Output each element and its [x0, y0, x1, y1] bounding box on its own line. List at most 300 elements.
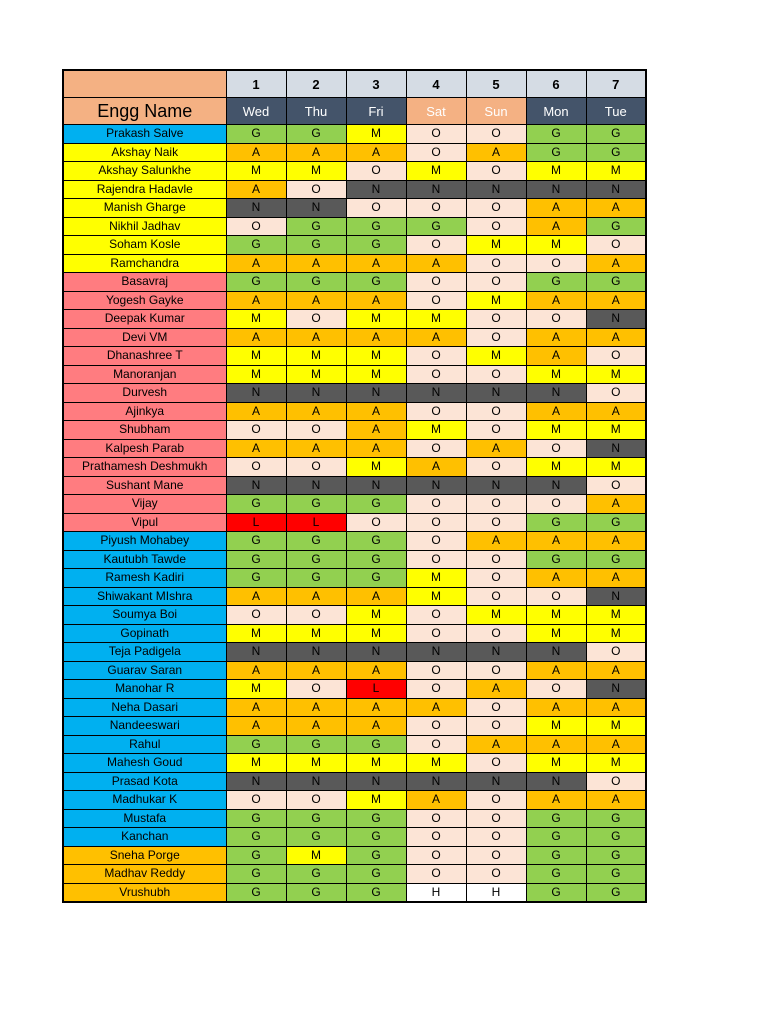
engineer-name: Sushant Mane [63, 476, 226, 495]
shift-cell: O [226, 606, 286, 625]
table-row [63, 735, 646, 754]
shift-cell: O [466, 698, 526, 717]
shift-cell: O [466, 125, 526, 144]
shift-cell: O [286, 791, 346, 810]
shift-cell: M [406, 310, 466, 329]
shift-cell: G [586, 513, 646, 532]
table-row [63, 439, 646, 458]
shift-cell: G [346, 865, 406, 884]
table-row [63, 402, 646, 421]
shift-cell: M [346, 791, 406, 810]
day-name-4: Sat [406, 98, 466, 125]
engineer-name: Deepak Kumar [63, 310, 226, 329]
shift-cell: N [226, 643, 286, 662]
shift-cell: O [406, 347, 466, 366]
shift-cell: N [346, 180, 406, 199]
shift-cell: A [346, 143, 406, 162]
shift-cell: O [406, 495, 466, 514]
shift-cell: A [346, 717, 406, 736]
shift-cell: A [346, 698, 406, 717]
engg-name-header: Engg Name [63, 98, 226, 125]
shift-cell: M [526, 421, 586, 440]
shift-cell: N [586, 439, 646, 458]
shift-cell: O [406, 717, 466, 736]
shift-cell: N [346, 772, 406, 791]
shift-cell: O [406, 125, 466, 144]
shift-cell: A [586, 199, 646, 218]
shift-cell: G [586, 143, 646, 162]
shift-cell: O [466, 809, 526, 828]
shift-cell: N [346, 384, 406, 403]
day-name-7: Tue [586, 98, 646, 125]
shift-cell: G [406, 217, 466, 236]
shift-cell: A [406, 698, 466, 717]
shift-cell: A [406, 458, 466, 477]
shift-cell: G [346, 846, 406, 865]
engineer-name: Vipul [63, 513, 226, 532]
table-row [63, 217, 646, 236]
shift-cell: O [346, 162, 406, 181]
shift-cell: A [346, 254, 406, 273]
engineer-name: Piyush Mohabey [63, 532, 226, 551]
table-row [63, 180, 646, 199]
table-row [63, 273, 646, 292]
table-row [63, 680, 646, 699]
shift-cell: G [526, 143, 586, 162]
shift-cell: M [526, 606, 586, 625]
shift-cell: O [226, 217, 286, 236]
shift-cell: G [586, 883, 646, 902]
shift-cell: G [286, 532, 346, 551]
shift-cell: A [226, 143, 286, 162]
engineer-name: Nandeeswari [63, 717, 226, 736]
engineer-name: Manish Gharge [63, 199, 226, 218]
table-row [63, 291, 646, 310]
day-name-6: Mon [526, 98, 586, 125]
shift-cell: G [226, 550, 286, 569]
shift-cell: M [286, 624, 346, 643]
shift-cell: O [406, 532, 466, 551]
shift-cell: M [586, 717, 646, 736]
shift-cell: N [406, 180, 466, 199]
shift-cell: A [466, 735, 526, 754]
shift-cell: M [346, 310, 406, 329]
shift-cell: O [586, 476, 646, 495]
shift-cell: G [346, 883, 406, 902]
shift-cell: A [586, 569, 646, 588]
table-row [63, 717, 646, 736]
table-row [63, 143, 646, 162]
shift-cell: G [226, 828, 286, 847]
shift-cell: H [466, 883, 526, 902]
engineer-name: Sneha Porge [63, 846, 226, 865]
shift-cell: A [586, 291, 646, 310]
shift-cell: G [286, 569, 346, 588]
shift-cell: A [286, 328, 346, 347]
day-name-5: Sun [466, 98, 526, 125]
engineer-name: Prasad Kota [63, 772, 226, 791]
shift-cell: O [406, 199, 466, 218]
shift-cell: G [286, 125, 346, 144]
shift-cell: A [526, 791, 586, 810]
shift-cell: N [466, 772, 526, 791]
shift-cell: A [526, 217, 586, 236]
engineer-name: Ajinkya [63, 402, 226, 421]
shift-cell: N [286, 476, 346, 495]
shift-cell: O [346, 513, 406, 532]
shift-cell: O [466, 162, 526, 181]
shift-cell: G [526, 846, 586, 865]
engineer-name: Shiwakant MIshra [63, 587, 226, 606]
shift-cell: G [226, 865, 286, 884]
engineer-name: Kalpesh Parab [63, 439, 226, 458]
table-row [63, 125, 646, 144]
shift-cell: G [526, 865, 586, 884]
table-row [63, 236, 646, 255]
shift-cell: N [406, 384, 466, 403]
shift-cell: N [466, 643, 526, 662]
shift-cell: A [286, 717, 346, 736]
shift-cell: A [346, 421, 406, 440]
shift-cell: N [586, 310, 646, 329]
table-row [63, 772, 646, 791]
table-row [63, 606, 646, 625]
shift-cell: O [466, 217, 526, 236]
shift-cell: M [406, 162, 466, 181]
shift-cell: O [286, 180, 346, 199]
shift-cell: M [586, 421, 646, 440]
engineer-name: Madhukar K [63, 791, 226, 810]
shift-cell: G [586, 125, 646, 144]
shift-cell: A [586, 698, 646, 717]
shift-cell: M [346, 624, 406, 643]
shift-cell: M [466, 606, 526, 625]
shift-cell: M [466, 236, 526, 255]
shift-cell: O [586, 384, 646, 403]
shift-cell: O [466, 828, 526, 847]
shift-cell: A [406, 254, 466, 273]
shift-cell: L [286, 513, 346, 532]
shift-cell: M [466, 347, 526, 366]
engineer-name: Guarav Saran [63, 661, 226, 680]
shift-cell: A [466, 143, 526, 162]
shift-cell: G [226, 495, 286, 514]
table-row [63, 495, 646, 514]
shift-cell: O [466, 661, 526, 680]
engineer-name: Soham Kosle [63, 236, 226, 255]
shift-cell: A [406, 328, 466, 347]
shift-cell: N [346, 476, 406, 495]
table-row [63, 254, 646, 273]
shift-cell: A [346, 328, 406, 347]
shift-cell: O [226, 791, 286, 810]
shift-cell: O [406, 828, 466, 847]
shift-cell: A [346, 587, 406, 606]
shift-cell: N [286, 643, 346, 662]
shift-cell: O [406, 291, 466, 310]
shift-cell: A [286, 587, 346, 606]
shift-cell: O [286, 421, 346, 440]
engineer-name: Basavraj [63, 273, 226, 292]
table-row [63, 162, 646, 181]
shift-cell: M [526, 236, 586, 255]
shift-cell: O [466, 865, 526, 884]
shift-cell: O [586, 643, 646, 662]
shift-cell: O [406, 236, 466, 255]
table-row [63, 476, 646, 495]
engineer-name: Prakash Salve [63, 125, 226, 144]
table-row [63, 846, 646, 865]
shift-cell: A [286, 291, 346, 310]
shift-cell: M [346, 347, 406, 366]
shift-cell: G [526, 883, 586, 902]
shift-cell: O [466, 421, 526, 440]
roster-body [63, 70, 646, 902]
engineer-name: Ramchandra [63, 254, 226, 273]
shift-cell: O [226, 421, 286, 440]
shift-cell: M [346, 125, 406, 144]
shift-cell: A [346, 439, 406, 458]
shift-cell: N [526, 180, 586, 199]
shift-cell: N [286, 772, 346, 791]
shift-cell: M [586, 458, 646, 477]
table-row [63, 698, 646, 717]
shift-cell: A [226, 439, 286, 458]
shift-cell: M [526, 624, 586, 643]
shift-cell: G [226, 569, 286, 588]
shift-cell: N [466, 384, 526, 403]
table-row [63, 199, 646, 218]
shift-cell: G [346, 495, 406, 514]
shift-cell: G [346, 217, 406, 236]
day-name-2: Thu [286, 98, 346, 125]
shift-cell: A [226, 698, 286, 717]
shift-cell: O [526, 495, 586, 514]
shift-cell: M [346, 365, 406, 384]
shift-cell: G [286, 828, 346, 847]
shift-cell: A [286, 143, 346, 162]
table-row [63, 865, 646, 884]
engineer-name: Rajendra Hadavle [63, 180, 226, 199]
shift-cell: O [226, 458, 286, 477]
shift-cell: G [286, 865, 346, 884]
shift-cell: G [586, 865, 646, 884]
table-row [63, 532, 646, 551]
table-row [63, 347, 646, 366]
shift-cell: N [466, 476, 526, 495]
shift-cell: O [466, 550, 526, 569]
shift-cell: N [526, 643, 586, 662]
table-row [63, 384, 646, 403]
shift-cell: A [286, 698, 346, 717]
shift-cell: G [346, 236, 406, 255]
shift-cell: A [226, 254, 286, 273]
shift-cell: M [286, 162, 346, 181]
day-number-2: 2 [286, 70, 346, 98]
shift-cell: G [226, 532, 286, 551]
shift-cell: M [226, 680, 286, 699]
shift-cell: G [346, 550, 406, 569]
shift-cell: A [226, 291, 286, 310]
shift-cell: A [586, 402, 646, 421]
table-row [63, 513, 646, 532]
shift-cell: N [286, 384, 346, 403]
engineer-name: Shubham [63, 421, 226, 440]
shift-cell: M [406, 587, 466, 606]
shift-cell: G [526, 273, 586, 292]
shift-cell: M [586, 624, 646, 643]
shift-cell: M [406, 421, 466, 440]
shift-cell: M [526, 365, 586, 384]
shift-roster-table [62, 69, 647, 903]
shift-cell: O [406, 606, 466, 625]
shift-cell: A [226, 180, 286, 199]
shift-cell: G [226, 809, 286, 828]
shift-cell: O [406, 273, 466, 292]
shift-cell: G [286, 883, 346, 902]
table-row [63, 310, 646, 329]
shift-cell: O [466, 513, 526, 532]
shift-cell: M [226, 754, 286, 773]
table-row [63, 550, 646, 569]
shift-cell: O [406, 624, 466, 643]
shift-cell: M [406, 754, 466, 773]
day-name-3: Fri [346, 98, 406, 125]
table-row [63, 458, 646, 477]
shift-cell: G [346, 735, 406, 754]
shift-cell: A [226, 587, 286, 606]
engineer-name: Gopinath [63, 624, 226, 643]
shift-cell: G [586, 217, 646, 236]
engineer-name: Yogesh Gayke [63, 291, 226, 310]
day-number-1: 1 [226, 70, 286, 98]
shift-cell: M [586, 365, 646, 384]
shift-cell: O [466, 624, 526, 643]
engineer-name: Manoranjan [63, 365, 226, 384]
shift-cell: M [286, 347, 346, 366]
day-number-row [63, 70, 646, 98]
shift-cell: G [286, 495, 346, 514]
shift-cell: M [346, 754, 406, 773]
shift-cell: O [526, 310, 586, 329]
shift-cell: O [586, 347, 646, 366]
shift-cell: G [586, 273, 646, 292]
shift-cell: A [526, 347, 586, 366]
shift-cell: G [286, 217, 346, 236]
engineer-name: Vijay [63, 495, 226, 514]
shift-cell: O [406, 865, 466, 884]
shift-cell: H [406, 883, 466, 902]
day-number-4: 4 [406, 70, 466, 98]
shift-cell: O [406, 550, 466, 569]
engineer-name: Mustafa [63, 809, 226, 828]
shift-cell: N [226, 199, 286, 218]
shift-cell: O [286, 606, 346, 625]
shift-cell: A [526, 402, 586, 421]
day-name-row [63, 98, 646, 125]
shift-cell: N [346, 643, 406, 662]
engineer-name: Ramesh Kadiri [63, 569, 226, 588]
shift-cell: G [226, 125, 286, 144]
shift-cell: O [406, 365, 466, 384]
shift-cell: N [526, 772, 586, 791]
shift-cell: A [346, 661, 406, 680]
table-row [63, 828, 646, 847]
shift-cell: G [526, 550, 586, 569]
engineer-name: Prathamesh Deshmukh [63, 458, 226, 477]
shift-cell: N [586, 180, 646, 199]
shift-cell: N [586, 680, 646, 699]
table-row [63, 421, 646, 440]
shift-cell: O [406, 809, 466, 828]
corner-cell [63, 70, 226, 98]
shift-cell: G [526, 809, 586, 828]
shift-cell: G [586, 809, 646, 828]
shift-cell: A [466, 680, 526, 699]
shift-cell: A [226, 661, 286, 680]
shift-cell: M [226, 347, 286, 366]
shift-cell: A [526, 661, 586, 680]
engineer-name: Kanchan [63, 828, 226, 847]
shift-cell: A [466, 532, 526, 551]
shift-cell: O [466, 402, 526, 421]
shift-cell: O [526, 587, 586, 606]
shift-cell: M [526, 754, 586, 773]
shift-cell: A [586, 495, 646, 514]
shift-cell: M [526, 458, 586, 477]
day-number-5: 5 [466, 70, 526, 98]
shift-cell: A [346, 291, 406, 310]
shift-cell: O [466, 791, 526, 810]
table-row [63, 569, 646, 588]
shift-cell: A [586, 328, 646, 347]
table-row [63, 661, 646, 680]
shift-cell: A [586, 532, 646, 551]
shift-cell: G [526, 125, 586, 144]
shift-cell: A [586, 735, 646, 754]
shift-cell: O [466, 587, 526, 606]
shift-cell: O [466, 458, 526, 477]
shift-cell: O [286, 310, 346, 329]
shift-cell: O [406, 735, 466, 754]
engineer-name: Dhanashree T [63, 347, 226, 366]
table-row [63, 791, 646, 810]
shift-cell: G [286, 809, 346, 828]
shift-cell: N [406, 476, 466, 495]
shift-cell: O [406, 661, 466, 680]
engineer-name: Rahul [63, 735, 226, 754]
shift-cell: G [226, 846, 286, 865]
engineer-name: Madhav Reddy [63, 865, 226, 884]
shift-cell: M [346, 458, 406, 477]
shift-cell: O [406, 143, 466, 162]
shift-cell: A [286, 661, 346, 680]
shift-cell: A [586, 791, 646, 810]
shift-cell: L [346, 680, 406, 699]
shift-cell: N [226, 476, 286, 495]
shift-cell: A [526, 328, 586, 347]
shift-cell: A [586, 661, 646, 680]
shift-cell: O [286, 680, 346, 699]
engineer-name: Nikhil Jadhav [63, 217, 226, 236]
shift-cell: N [406, 643, 466, 662]
shift-cell: G [526, 828, 586, 847]
shift-cell: N [406, 772, 466, 791]
day-number-3: 3 [346, 70, 406, 98]
day-name-1: Wed [226, 98, 286, 125]
engineer-name: Akshay Naik [63, 143, 226, 162]
shift-cell: O [466, 254, 526, 273]
